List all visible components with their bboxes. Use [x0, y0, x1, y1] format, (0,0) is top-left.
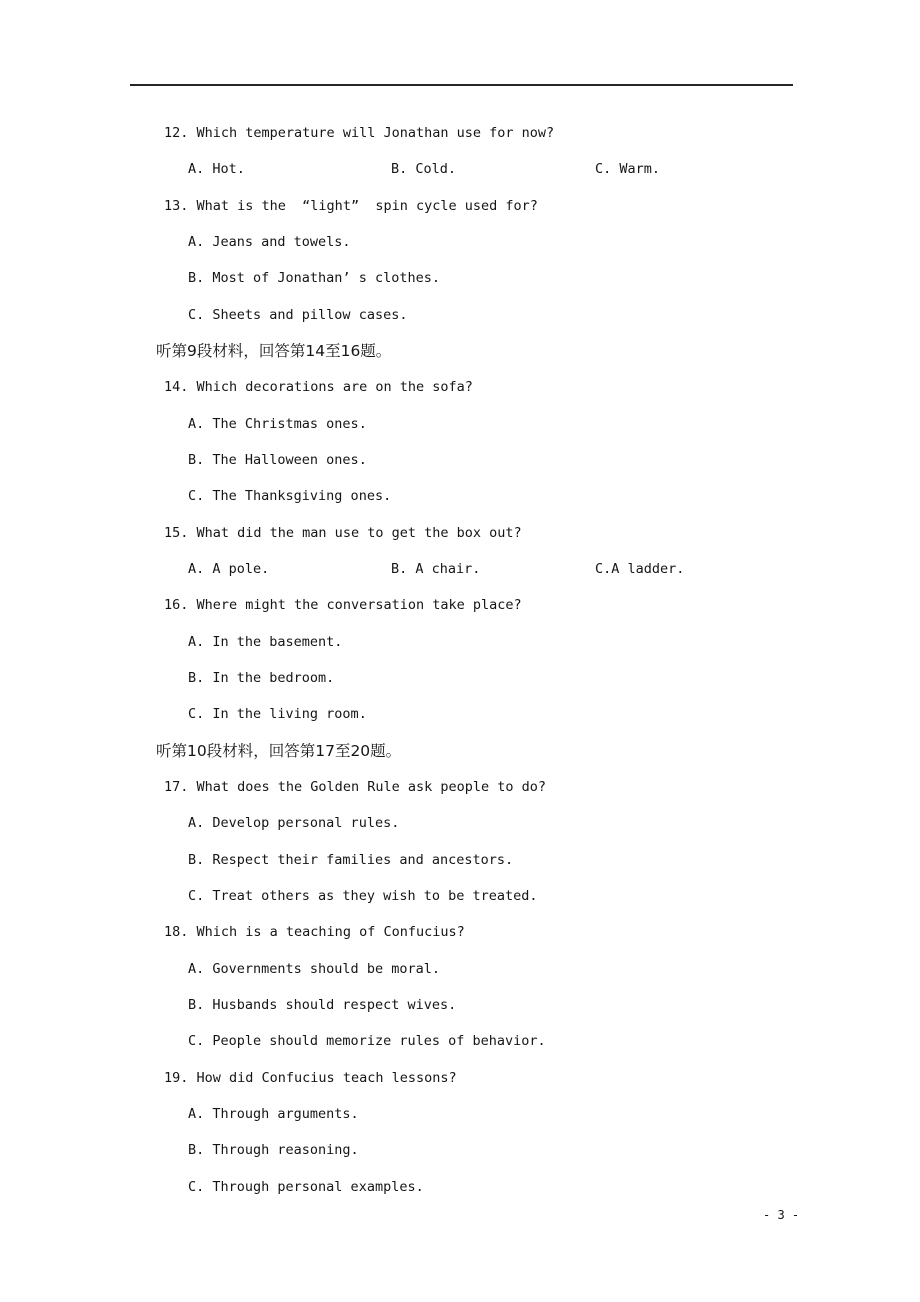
option-label: B.	[188, 851, 205, 868]
question-line-16	[0, 587, 920, 623]
option-line-16a	[0, 624, 920, 660]
question-line-13	[0, 188, 920, 224]
option-line-19a	[0, 1096, 920, 1132]
question-number: 13.	[164, 197, 189, 214]
option-label: A.	[188, 960, 205, 977]
option-text: Through personal examples.	[212, 1178, 424, 1195]
options-row-15	[0, 551, 920, 587]
option-label: A.	[188, 633, 205, 650]
option-label: C.	[188, 488, 205, 505]
question-text: Which temperature will Jonathan use for now?	[196, 125, 555, 141]
option-text: Respect their families and ancestors.	[212, 851, 514, 868]
question-line-12	[0, 115, 920, 151]
option-cell-c: C.A ladder.	[595, 560, 685, 577]
option-line-16b	[0, 660, 920, 696]
option-label: C.	[188, 1033, 205, 1050]
option-line-14c	[0, 478, 920, 514]
option-line-18c	[0, 1023, 920, 1059]
option-text: Husbands should respect wives.	[212, 996, 457, 1013]
option-line-18b	[0, 987, 920, 1023]
instruction-text: 听第10段材料，回答第17至20题。	[156, 741, 402, 760]
option-label: C.	[188, 706, 205, 723]
option-text: Most of Jonathan’ s clothes.	[212, 270, 440, 287]
question-number: 12.	[164, 125, 189, 141]
option-cell-a: A. Hot.	[188, 161, 245, 178]
question-line-17	[0, 769, 920, 805]
instruction-text: 听第9段材料，回答第14至16题。	[156, 341, 392, 360]
section-instruction-cn-2	[0, 733, 920, 769]
option-label: B.	[188, 1142, 205, 1159]
option-line-14b	[0, 442, 920, 478]
question-text: What does the Golden Rule ask people to do?	[196, 778, 547, 795]
option-label: B.	[188, 451, 205, 468]
question-number: 15.	[164, 524, 189, 541]
option-label: C.	[188, 306, 205, 323]
question-line-18	[0, 914, 920, 950]
header-rule	[130, 84, 793, 86]
option-line-13c	[0, 297, 920, 333]
question-text: What is the “light” spin cycle used for?	[196, 197, 538, 214]
option-text: Through arguments.	[212, 1105, 359, 1122]
option-line-14a	[0, 406, 920, 442]
option-label: C.	[188, 887, 205, 904]
option-label: B.	[188, 270, 205, 287]
question-line-19	[0, 1060, 920, 1096]
question-number: 14.	[164, 379, 189, 396]
option-line-18a	[0, 951, 920, 987]
option-text: Develop personal rules.	[212, 815, 400, 832]
option-text: Jeans and towels.	[212, 233, 351, 250]
question-text: How did Confucius teach lessons?	[196, 1069, 457, 1086]
option-label: A.	[188, 415, 205, 432]
option-text: In the living room.	[212, 706, 367, 723]
option-label: A.	[188, 233, 205, 250]
option-line-19b	[0, 1132, 920, 1168]
question-number: 17.	[164, 778, 189, 795]
question-line-15	[0, 515, 920, 551]
option-text: Sheets and pillow cases.	[212, 306, 408, 323]
option-label: A.	[188, 815, 205, 832]
option-line-17b	[0, 842, 920, 878]
question-number: 16.	[164, 597, 189, 614]
page-number: - 3 -	[763, 1208, 800, 1222]
question-line-14	[0, 369, 920, 405]
option-line-17a	[0, 805, 920, 841]
option-text: The Thanksgiving ones.	[212, 488, 392, 505]
option-line-16c	[0, 696, 920, 732]
option-text: The Halloween ones.	[212, 451, 367, 468]
option-cell-b: B. Cold.	[391, 161, 457, 178]
option-label: B.	[188, 996, 205, 1013]
option-text: Through reasoning.	[212, 1142, 359, 1159]
option-label: A.	[188, 1105, 205, 1122]
option-text: Treat others as they wish to be treated.	[212, 887, 538, 904]
option-cell-c: C. Warm.	[595, 161, 661, 178]
option-label: C.	[188, 1178, 205, 1195]
question-number: 18.	[164, 924, 189, 941]
option-line-13b	[0, 260, 920, 296]
option-text: In the bedroom.	[212, 669, 335, 686]
section-instruction-cn-1	[0, 333, 920, 369]
option-label: B.	[188, 669, 205, 686]
exam-questions-section	[0, 115, 920, 1205]
option-line-19c	[0, 1169, 920, 1205]
question-text: What did the man use to get the box out?	[196, 524, 522, 541]
option-text: Governments should be moral.	[212, 960, 440, 977]
option-line-13a	[0, 224, 920, 260]
option-text: The Christmas ones.	[212, 415, 367, 432]
option-text: People should memorize rules of behavior.	[212, 1033, 546, 1050]
question-text: Which is a teaching of Confucius?	[196, 924, 465, 941]
question-text: Where might the conversation take place?	[196, 597, 522, 614]
options-row-12	[0, 151, 920, 187]
option-cell-a: A. A pole.	[188, 560, 270, 577]
question-number: 19.	[164, 1069, 189, 1086]
option-line-17c	[0, 878, 920, 914]
question-text: Which decorations are on the sofa?	[196, 379, 473, 396]
option-cell-b: B. A chair.	[391, 560, 481, 577]
option-text: In the basement.	[212, 633, 343, 650]
